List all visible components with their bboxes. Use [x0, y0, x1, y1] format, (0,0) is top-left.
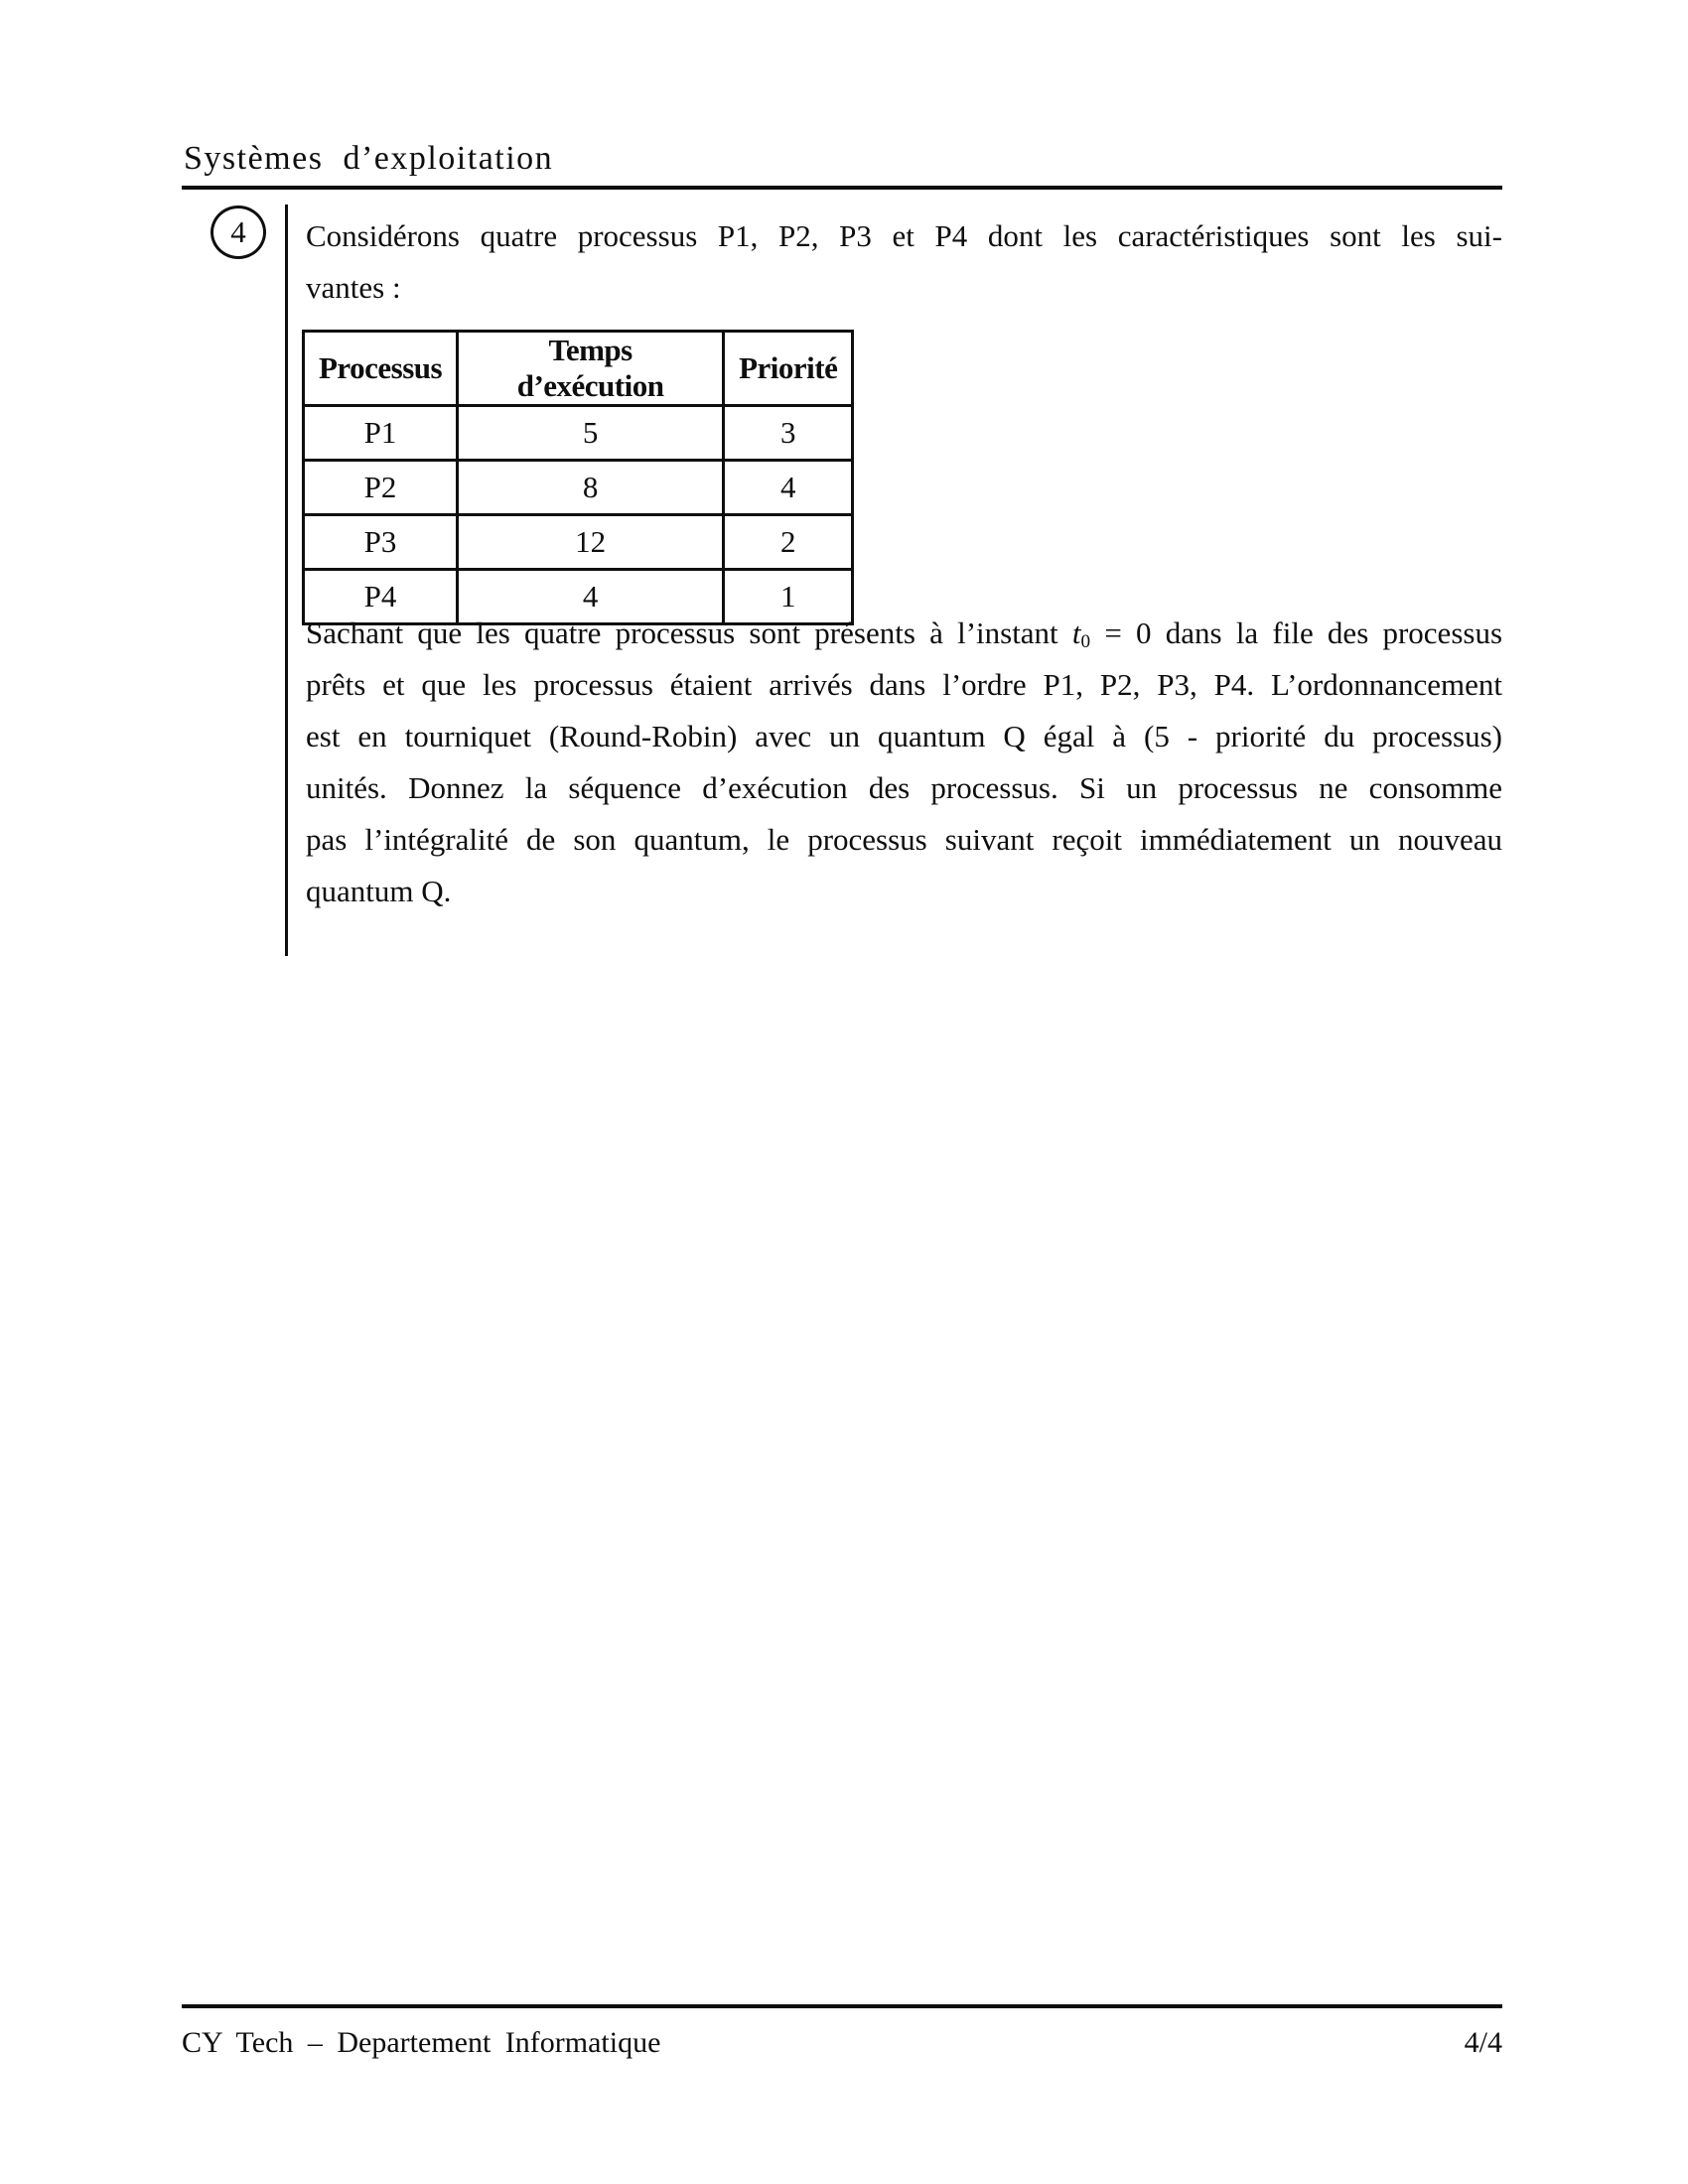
body-line-1 [306, 608, 1502, 659]
body-line-6: quantum Q. [306, 874, 452, 908]
body-line-4: unités. Donnez la séquence d’exécution des processus. Si un processus ne consomme [306, 770, 1502, 805]
cell-process: P1 [304, 406, 458, 461]
cell-process: P3 [304, 515, 458, 570]
table-row [304, 461, 853, 515]
intro-line-2: vantes : [306, 270, 401, 305]
body-line-5: pas l’intégralité de son quantum, le processus suivant reçoit immédiatement un nouveau [306, 822, 1502, 857]
question-body [306, 608, 1502, 917]
cell-priority: 2 [724, 515, 853, 570]
cell-process: P2 [304, 461, 458, 515]
cell-exec-time: 4 [458, 570, 724, 624]
column-header-processus: Processus [304, 332, 458, 406]
page-header-title: Systèmes d’exploitation [184, 140, 554, 177]
footer-rule [182, 2004, 1502, 2008]
cell-priority: 4 [724, 461, 853, 515]
t-subscript: 0 [1080, 631, 1091, 653]
cell-priority: 1 [724, 570, 853, 624]
footer-page-number: 4/4 [1464, 2026, 1502, 2059]
body-line-2: prêts et que les processus étaient arrivés dans l’ordre P1, P2, P3, P4. L’ordonnancement [306, 667, 1502, 702]
cell-process: P4 [304, 570, 458, 624]
question-number: 4 [230, 214, 246, 249]
table-row [304, 515, 853, 570]
cell-exec-time: 8 [458, 461, 724, 515]
footer-department: CY Tech – Departement Informatique [182, 2026, 661, 2059]
cell-priority: 3 [724, 406, 853, 461]
cell-exec-time: 5 [458, 406, 724, 461]
process-table [302, 330, 854, 625]
question-intro [306, 210, 1502, 314]
table-row [304, 406, 853, 461]
body-line-1-pre: Sachant que les quatre processus sont présents à l’instant [306, 615, 1072, 650]
column-header-priorite: Priorité [724, 332, 853, 406]
body-line-3: est en tourniquet (Round-Robin) avec un quantum Q égal à (5 - priorité du processus) [306, 719, 1502, 753]
table-header-row [304, 332, 853, 406]
cell-exec-time: 12 [458, 515, 724, 570]
body-line-1-post: = 0 dans la file des processus [1090, 615, 1503, 650]
question-separator-line [285, 205, 288, 956]
intro-line-1: Considérons quatre processus P1, P2, P3 et P4 dont les caractéristiques sont les sui- [306, 218, 1502, 253]
header-rule [182, 186, 1502, 190]
column-header-temps-execution: Temps d’exécution [458, 332, 724, 406]
t-variable: t [1071, 615, 1081, 650]
question-number-badge [211, 205, 266, 259]
